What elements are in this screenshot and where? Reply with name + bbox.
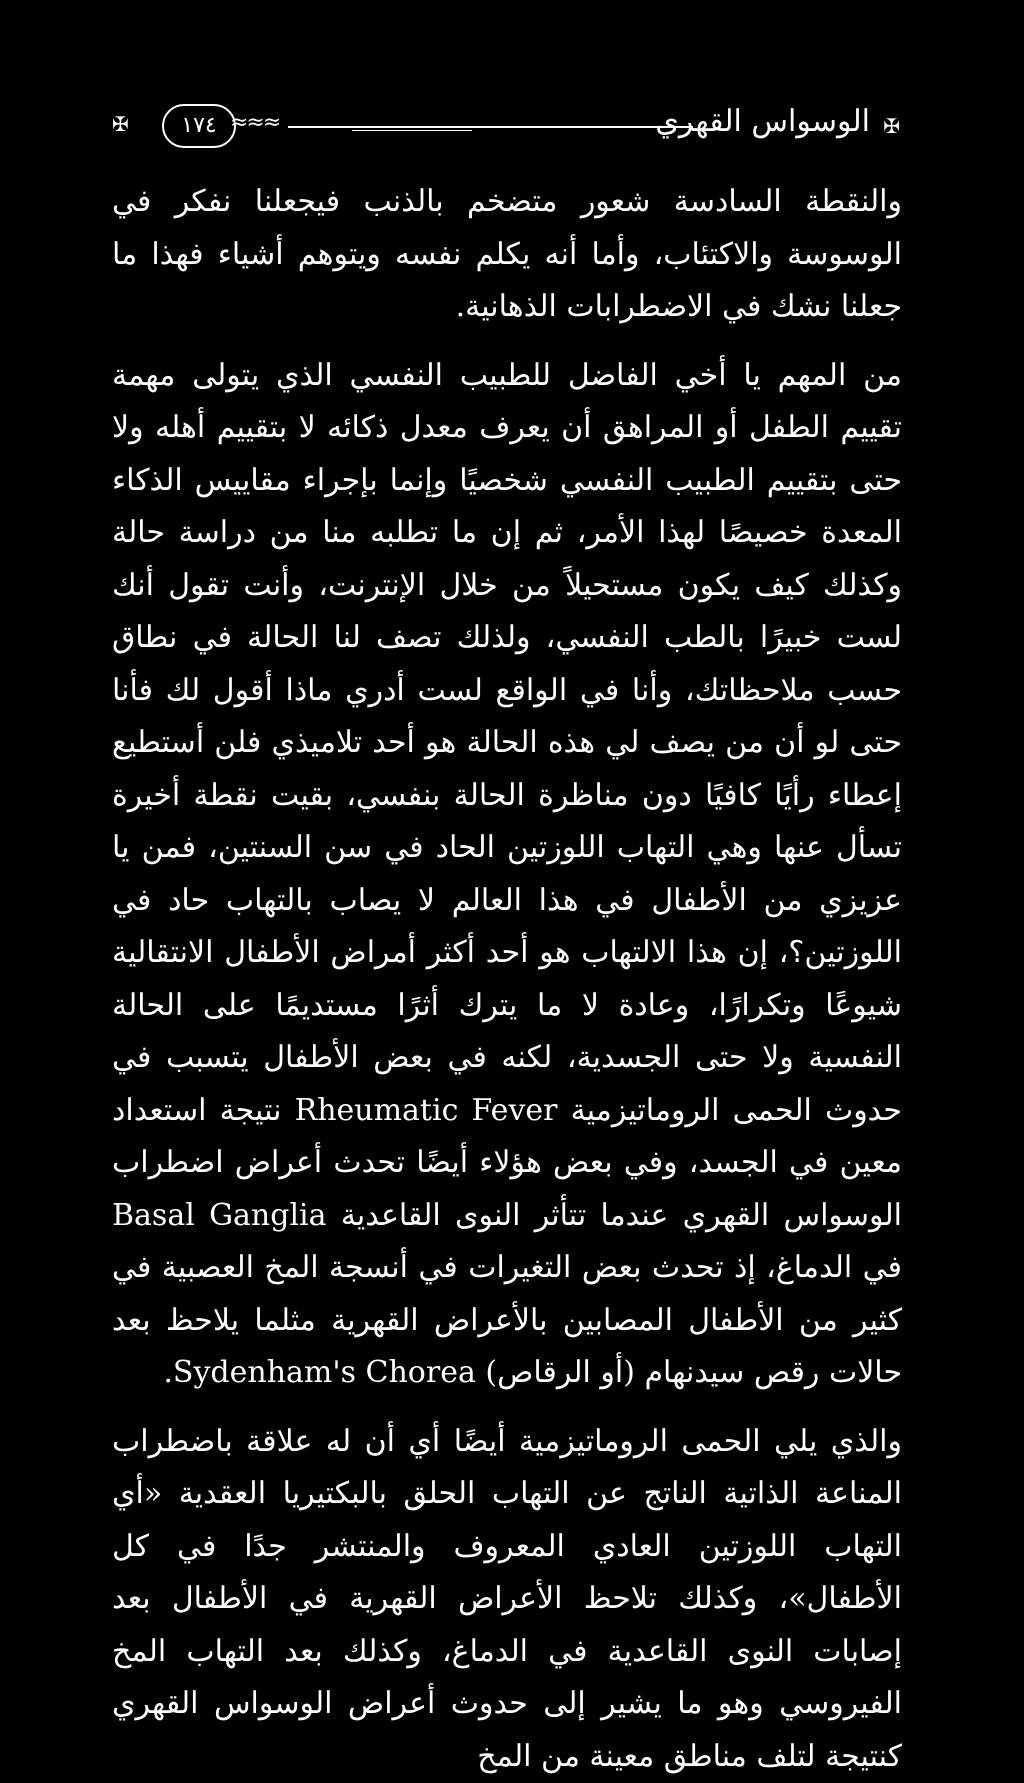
running-header <box>112 100 900 150</box>
ornament-right-icon: ✠ <box>883 114 900 138</box>
paragraph-1: والنقطة السادسة شعور متضخم بالذنب فيجعلنا نفكر في الوسوسة والاكتئاب، وأما أنه يكلم نفسه ويتوهم أشياء فهذا ما جعلنا نشك في الاضطرابات الذهانية. <box>112 176 902 334</box>
page-number: ١٧٤ <box>162 104 236 148</box>
body-text <box>112 176 902 1783</box>
header-rule <box>288 126 693 128</box>
paragraph-3: والذي يلي الحمى الروماتيزمية أيضًا أي أن له علاقة باضطراب المناعة الذاتية الناتج عن التهاب الحلق بالبكتيريا العقدية «أي التهاب اللوزتين العادي المعروف والمنتشر جدًا في كل الأطفال»، وكذلك تلاحظ الأعراض القهرية في الأطفال بعد إصابات النوى القاعدية في الدماغ، وكذلك بعد التهاب المخ الفيروسي وهو ما يشير إلى حدوث أعراض الوسواس القهري كنتيجة لتلف مناطق معينة من المخ <box>112 1416 902 1783</box>
paragraph-2: من المهم يا أخي الفاضل للطبيب النفسي الذي يتولى مهمة تقييم الطفل أو المراهق أن يعرف معدل ذكائه لا بتقييم أهله ولا حتى بتقييم الطبيب النفسي شخصيًا وإنما بإجراء مقاييس الذكاء المعدة خصيصًا لهذا الأمر، ثم إن ما تطلبه منا من دراسة حالة وكذلك كيف يكون مستحيلاً من خلال الإنترنت، وأنت تقول أنك لست خبيرًا بالطب النفسي، ولذلك تصف لنا الحالة في نطاق حسب ملاحظاتك، وأنا في الواقع لست أدري ماذا أقول لك فأنا حتى لو أن من يصف لي هذه الحالة هو أحد تلاميذي فلن أستطيع إعطاء رأيًا كافيًا دون مناظرة الحالة بنفسي، بقيت نقطة أخيرة تسأل عنها وهي التهاب اللوزتين الحاد في سن السنتين، فمن يا عزيزي من الأطفال في هذا العالم لا يصاب بالتهاب حاد في اللوزتين؟، إن هذا الالتهاب هو أحد أكثر أمراض الأطفال الانتقالية شيوعًا وتكرارًا، وعادة لا ما يترك أثرًا مستديمًا على الحالة النفسية ولا حتى الجسدية، لكنه في بعض الأطفال يتسبب في حدوث الحمى الروماتيزمية Rheumatic Fever نتيجة استعداد معين في الجسد، وفي بعض هؤلاء أيضًا تحدث أعراض اضطراب الوسواس القهري عندما تتأثر النوى القاعدية Basal Ganglia في الدماغ، إذ تحدث بعض التغيرات في أنسجة المخ العصبية في كثير من الأطفال المصابين بالأعراض القهرية مثلما يلاحظ بعد حالات رقص سيدنهام (أو الرقاص) Sydenham's Chorea. <box>112 350 902 1400</box>
header-rule-secondary <box>352 130 472 131</box>
ornament-left-icon: ✠ <box>112 112 129 136</box>
book-title: الوسواس القهري <box>655 104 870 139</box>
flourish-icon: ≈≈≈ <box>230 110 279 135</box>
